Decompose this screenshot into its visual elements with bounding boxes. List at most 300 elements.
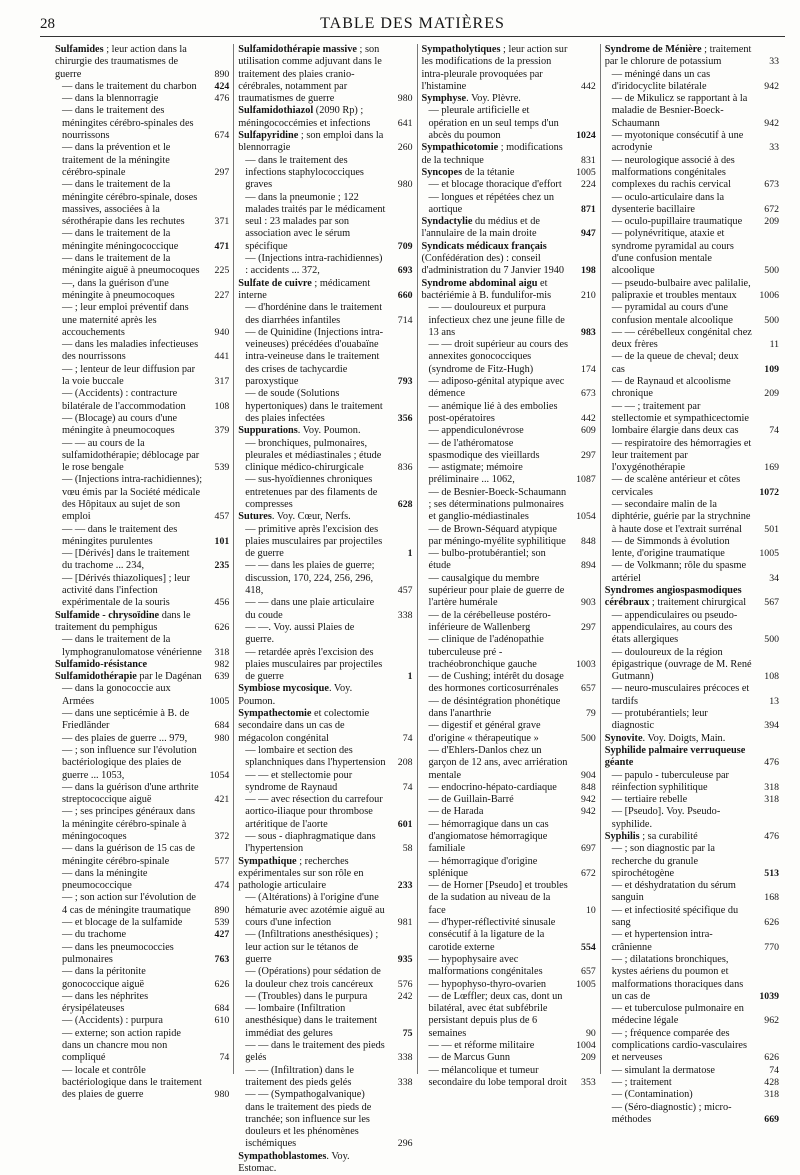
page-reference: 198	[581, 265, 596, 277]
index-subentry: — méningé dans un cas d'iridocyclite bilatérale	[611, 68, 711, 92]
index-subentry: — dans la péritonite gonococcique aiguë	[62, 966, 146, 990]
index-entry-text	[612, 401, 752, 438]
index-entry	[422, 216, 596, 241]
index-entry-text	[62, 524, 202, 549]
index-entry-text	[62, 388, 202, 413]
index-entry	[55, 917, 229, 929]
index-entry-text	[612, 536, 752, 561]
page-reference: 890	[214, 904, 230, 916]
page-reference: 1	[407, 548, 413, 560]
page-reference: 1003	[576, 658, 596, 670]
index-entry	[605, 585, 779, 610]
index-entry	[605, 44, 779, 69]
index-entry-text	[245, 622, 385, 647]
index-entry	[55, 364, 229, 389]
index-entry	[422, 991, 596, 1040]
page-reference: 372	[214, 831, 230, 842]
index-entry-text	[429, 782, 569, 794]
index-entry-text	[422, 44, 569, 93]
index-entry	[238, 425, 412, 437]
page-reference: 1087	[576, 474, 596, 486]
index-subentry: — [Dérivés thiazoliques] ; leur activité dans l'infection expérimentale de la souris	[62, 572, 191, 609]
index-entry	[605, 192, 779, 217]
index-entry	[55, 610, 229, 635]
index-entry	[605, 401, 779, 438]
page-reference: 500	[764, 265, 779, 277]
index-subentry: — et blocage thoracique d'effort	[428, 179, 562, 191]
index-entry-text	[62, 991, 202, 1016]
index-term: Sympathectomie	[238, 708, 312, 720]
index-entry	[605, 560, 779, 585]
index-entry	[238, 770, 412, 795]
page-reference: 657	[581, 683, 596, 695]
index-entry-text	[429, 856, 569, 881]
index-entry-text	[245, 192, 385, 253]
index-subentry: — (Contamination)	[611, 1089, 693, 1101]
index-entry	[422, 573, 596, 610]
index-entry-text	[62, 708, 202, 733]
page-reference: 980	[214, 1089, 230, 1101]
index-entry-text	[429, 573, 569, 610]
index-entry	[55, 438, 229, 475]
index-entry	[422, 278, 596, 303]
index-entry-text	[62, 438, 202, 475]
page-reference: 942	[581, 806, 596, 818]
index-entry-text	[612, 302, 752, 327]
index-subentry: — dans le traitement des infections staphylococciques graves	[245, 154, 364, 191]
index-entry	[422, 302, 596, 339]
index-subentry: ; traitement par le chlorure de potassium	[604, 44, 752, 68]
index-entry	[238, 745, 412, 770]
page-reference: 34	[769, 572, 779, 584]
index-entry-text	[612, 192, 752, 217]
index-subentry: — d'hyper-réflectivité sinusale consécutif à la ligature de la carotide externe	[428, 917, 556, 953]
index-subentry: — (Accidents) : contracture bilatérale de l'accommodation	[62, 388, 186, 412]
index-entry	[55, 659, 229, 671]
page-reference: 108	[214, 400, 230, 412]
page-reference: 982	[214, 658, 230, 670]
index-entry-text	[245, 155, 385, 192]
index-entry-text	[429, 401, 569, 426]
index-subentry: ; son utilisation comme adjuvant dans le traitement des plaies cranio-cérébrales, notamment par traumatismes de guerre	[238, 44, 382, 105]
index-entry	[422, 462, 596, 487]
index-entry	[55, 892, 229, 917]
index-term: Suppurations	[238, 425, 298, 437]
index-entry-text	[429, 610, 569, 635]
page-reference: 457	[214, 511, 230, 523]
page-reference: 338	[397, 1052, 413, 1064]
index-entry-text	[605, 745, 752, 770]
index-term: Sulfamidothiazol	[238, 105, 314, 117]
index-entry-text	[62, 929, 202, 941]
index-subentry: — digestif et général grave d'origine « thérapeutique »	[428, 720, 541, 744]
index-entry	[422, 610, 596, 635]
index-subentry: — [Dérivés] dans le traitement du trachome ... 234,	[62, 548, 190, 572]
index-subentry: — simulant la dermatose	[611, 1064, 715, 1076]
index-entry	[422, 1065, 596, 1090]
index-entry	[422, 142, 596, 167]
index-subentry: — — (Infiltration) dans le traitement des pieds gelés	[245, 1064, 354, 1088]
index-entry-text	[62, 413, 202, 438]
index-subentry: — — ; traitement par stellectomie et sympathicectomie lombaire élargie dans deux cas	[611, 400, 749, 437]
index-entry	[422, 979, 596, 991]
page-reference: 209	[581, 1052, 596, 1064]
index-entry-text	[612, 880, 752, 905]
index-entry-text	[62, 93, 202, 105]
index-subentry: — ; son action sur l'évolution de 4 cas de méningite traumatique	[62, 892, 196, 916]
index-term: Symphyse	[421, 93, 467, 105]
page-reference: 871	[581, 203, 596, 215]
index-entry	[238, 130, 412, 155]
index-subentry: — [Pseudo]. Voy. Pseudo-syphilide.	[611, 806, 721, 830]
index-subentry: et bactériémie à B. fundulifor-mis	[421, 277, 552, 301]
page-reference: 641	[397, 117, 413, 129]
index-entry	[55, 44, 229, 81]
index-entry-text	[238, 683, 385, 708]
page-reference: 890	[214, 68, 230, 80]
index-entry	[55, 806, 229, 843]
page-reference: 1054	[209, 769, 230, 781]
page-reference: 709	[397, 240, 413, 252]
index-entry	[55, 548, 229, 573]
index-subentry: — de soude (Solutions hypertoniques) dans le traitement des plaies infectées	[245, 388, 383, 424]
page-reference: 674	[214, 130, 230, 142]
index-subentry: — de Harada	[428, 806, 484, 818]
index-entry	[605, 327, 779, 352]
page-reference: 576	[397, 978, 413, 990]
index-entry	[55, 1028, 229, 1065]
index-entry-text	[429, 376, 569, 401]
index-entry-text	[62, 278, 202, 303]
index-entry-text	[429, 880, 569, 917]
index-entry-text	[612, 794, 752, 806]
index-entry	[422, 954, 596, 979]
index-subentry: — et tuberculose pulmonaire en médecine légale	[611, 1003, 744, 1027]
index-entry	[238, 892, 412, 929]
page-reference: 942	[581, 794, 596, 806]
index-entry	[238, 302, 412, 327]
index-subentry: — protubérantiels; leur diagnostic	[611, 708, 708, 732]
index-entry-text	[245, 966, 385, 991]
index-subentry: — de la cérébelleuse postéro-inférieure de Wallenberg	[428, 609, 551, 633]
index-entry	[238, 438, 412, 475]
index-entry-text	[62, 1015, 202, 1027]
index-subentry: — de la queue de cheval; deux cas	[611, 351, 739, 375]
index-subentry: — endocrino-hépato-cardiaque	[428, 781, 557, 793]
index-subentry: . Voy. Poumon.	[297, 425, 361, 437]
index-subentry: — hypophyso-thyro-ovarien	[428, 978, 547, 990]
page-reference: 500	[581, 732, 596, 744]
index-subentry: — dans les pneumococcies pulmonaires	[62, 941, 174, 965]
index-entry-text	[605, 831, 752, 843]
index-entry-text	[612, 278, 752, 303]
page-reference: 848	[581, 781, 596, 793]
index-entry-text	[612, 438, 752, 475]
index-entry-text	[245, 647, 385, 684]
page-reference: 242	[397, 990, 413, 1002]
page-reference: 394	[764, 720, 779, 732]
page-reference: 90	[585, 1027, 596, 1039]
index-entry-text	[422, 216, 569, 241]
page-reference: 942	[764, 117, 779, 129]
page-reference: 456	[214, 597, 230, 609]
index-entry	[605, 302, 779, 327]
page-reference: 476	[214, 93, 230, 105]
index-entry-text	[62, 339, 202, 364]
index-subentry: — — et stellectomie pour syndrome de Raynaud	[245, 769, 353, 793]
index-entry-text	[62, 917, 202, 929]
index-subentry: — de Volkmann; rôle du spasme artériel	[611, 560, 747, 584]
index-entry-text	[245, 524, 385, 561]
index-subentry: — dans la prévention et le traitement de la méningite cérébro-spinale	[62, 142, 171, 178]
page-reference: 1054	[576, 511, 596, 523]
index-entry	[605, 155, 779, 192]
index-entry	[238, 327, 412, 388]
page-reference: 983	[581, 326, 596, 338]
index-entry	[422, 696, 596, 721]
index-entry-text	[245, 991, 385, 1003]
page-reference: 763	[214, 953, 230, 965]
page-reference: 1024	[576, 130, 596, 142]
index-subentry: — retardée après l'excision des plaies musculaires par projectiles de guerre	[245, 646, 383, 683]
index-subentry: ; traitement chirurgical	[649, 597, 747, 609]
page-reference: 58	[402, 843, 413, 855]
index-entry	[55, 929, 229, 941]
index-subentry: — neurologique associé à des malformations congénitales complexes du rachis cervical	[611, 154, 735, 191]
page-reference: 609	[581, 425, 596, 437]
index-entry	[605, 1065, 779, 1077]
index-entry	[605, 880, 779, 905]
index-entry-text	[612, 228, 752, 277]
index-subentry: — douloureux de la région épigastrique (ouvrage de M. René Gutmann)	[611, 646, 752, 683]
index-term: Syndicats médicaux français	[421, 240, 547, 252]
index-entry	[605, 831, 779, 843]
index-entry	[422, 671, 596, 696]
index-subentry: — dans une septicémie à B. de Friedländer	[62, 708, 190, 732]
page-reference: 427	[214, 929, 230, 941]
page-reference: 980	[397, 179, 413, 191]
index-entry-text	[429, 1052, 569, 1064]
index-entry	[55, 253, 229, 278]
index-entry	[238, 1065, 412, 1090]
page-reference: 567	[764, 597, 779, 609]
page-reference: 980	[397, 93, 413, 105]
page-reference: 684	[214, 1003, 230, 1015]
index-subentry: — bulbo-protubérantiel; son étude	[428, 548, 546, 572]
index-entry-text	[612, 1089, 752, 1101]
index-entry-text	[62, 942, 202, 967]
index-subentry: — — dans le traitement des méningites purulentes	[62, 523, 178, 547]
page-reference: 74	[769, 1064, 779, 1076]
index-entry-text	[62, 81, 202, 93]
page-reference: 318	[764, 794, 779, 806]
index-subentry: — pleurale artificielle et opération en un seul temps d'un abcès du poumon	[428, 105, 559, 142]
page-reference: 672	[764, 203, 779, 215]
page-reference: 836	[397, 462, 413, 474]
index-entry-text	[62, 892, 202, 917]
index-subentry: — —. Voy. aussi Plaies de guerre.	[245, 621, 355, 646]
index-entry-text	[62, 868, 202, 893]
index-subentry: de la tétanie	[462, 166, 515, 178]
index-entry-text	[245, 770, 385, 795]
index-entry-text	[245, 1089, 385, 1150]
index-subentry: — dans la guérison de 15 cas de méningite cérébro-spinale	[62, 843, 195, 867]
index-term: Syphilis	[604, 831, 640, 842]
index-entry	[605, 745, 779, 770]
index-entry	[605, 228, 779, 277]
index-column-1	[55, 44, 233, 1101]
index-subentry: ; médicament interne	[238, 277, 371, 301]
index-subentry: — — dans le traitement des pieds gelés	[245, 1040, 385, 1064]
index-entry-text	[605, 733, 752, 745]
page-reference: 474	[214, 880, 230, 892]
page-reference: 684	[214, 720, 230, 732]
index-entry-text	[245, 560, 385, 597]
index-subentry: — dans la blennorragie	[62, 93, 159, 105]
page-reference: 848	[581, 535, 596, 547]
index-subentry: — mélancolique et tumeur secondaire du lobe temporal droit	[428, 1064, 567, 1088]
page-reference: 457	[397, 585, 413, 597]
index-subentry: —, dans la guérison d'une méningite à pneumocoques	[62, 277, 175, 301]
index-entry	[422, 401, 596, 426]
index-entry	[605, 843, 779, 880]
index-entry-text	[55, 44, 202, 81]
index-column-4	[600, 44, 783, 1125]
index-subentry: — (Troubles) dans le purpura	[245, 990, 368, 1002]
page-reference: 1039	[759, 990, 779, 1002]
page-reference: 109	[764, 363, 779, 375]
page-reference: 10	[585, 904, 596, 916]
index-subentry: — ; son influence sur l'évolution bactériologique des plaies de guerre ... 1053,	[62, 744, 197, 781]
index-term: Sulfapyridine	[238, 130, 299, 142]
index-subentry: — (Accidents) : purpura	[62, 1015, 163, 1027]
index-entry	[55, 228, 229, 253]
index-entry	[422, 192, 596, 217]
index-entry-text	[612, 216, 752, 228]
index-entry-text	[62, 105, 202, 142]
index-subentry: — ; ses principes généraux dans la méningite cérébro-spinale à méningocoques	[62, 806, 195, 842]
page-reference: 626	[214, 978, 230, 990]
index-entry-text	[62, 302, 202, 339]
page-reference: 935	[397, 953, 413, 965]
index-subentry: — de Lœffler; deux cas, dont un bilatéral, avec état subfébrile persistant depuis plus de 6 semaines	[428, 990, 563, 1039]
index-entry	[605, 806, 779, 831]
index-entry	[55, 93, 229, 105]
index-entry	[605, 1077, 779, 1089]
page-reference: 318	[764, 781, 779, 793]
index-entry	[238, 794, 412, 831]
page-reference: 101	[214, 535, 230, 547]
index-entry-text	[612, 1102, 752, 1127]
index-entry-text	[429, 487, 569, 524]
index-term: Syndrome de Ménière	[604, 44, 702, 55]
index-subentry: — bronchiques, pulmonaires, pleurales et médiastinales ; étude clinique médico-chirurgicale	[245, 437, 382, 474]
index-entry-text	[245, 892, 385, 929]
page-reference: 79	[585, 708, 596, 720]
index-entry-text	[62, 253, 202, 278]
index-subentry: — (Altérations) à l'origine d'une hématurie avec azotémie aiguë au cours d'une infection	[245, 892, 385, 929]
page-reference: 693	[397, 265, 413, 277]
index-entry	[605, 683, 779, 708]
index-subentry: — de Horner [Pseudo] et troubles de la sudation au niveau de la face	[428, 880, 568, 916]
index-entry-text	[422, 241, 569, 278]
index-subentry: — sus-hyoïdiennes chroniques entretenues par des filaments de compresses	[245, 474, 378, 510]
index-subentry: — oculo-pupillaire traumatique	[611, 216, 743, 228]
index-entry-text	[612, 93, 752, 130]
index-subentry: — (Infiltrations anesthésiques) ; leur action sur le tétanos de guerre	[245, 929, 379, 965]
index-term: Sulfamidothérapie	[55, 671, 137, 683]
index-entry	[55, 1065, 229, 1102]
index-entry	[238, 1089, 412, 1150]
index-entry	[422, 745, 596, 782]
index-entry	[605, 610, 779, 647]
page-reference: 672	[581, 867, 596, 879]
index-entry	[422, 167, 596, 179]
index-entry-text	[612, 351, 752, 376]
index-term: Syndromes angiospasmodiques cérébraux	[604, 585, 742, 609]
index-entry	[605, 1003, 779, 1028]
index-entry	[55, 843, 229, 868]
index-entry	[605, 536, 779, 561]
index-subentry: — pyramidal au cours d'une confusion mentale alcoolique	[611, 302, 733, 326]
page-reference: 628	[397, 498, 413, 510]
index-entry	[55, 671, 229, 683]
index-subentry: — adiposo-génital atypique avec démence	[428, 376, 565, 400]
index-entry	[238, 44, 412, 105]
index-subentry: — dans le traitement de la méningite méningococcique	[62, 228, 179, 252]
index-entry-text	[62, 634, 202, 659]
page-reference: 793	[397, 376, 413, 388]
index-entry	[422, 438, 596, 463]
index-subentry: — de Cushing; intérêt du dosage des hormones corticosurrénales	[428, 671, 564, 695]
index-subentry: — — droit supérieur au cours des annexites gonococciques (syndrome de Fitz-Hugh)	[428, 339, 569, 375]
page-reference: 338	[397, 609, 413, 621]
page-reference: 577	[214, 855, 230, 867]
page-reference: 501	[764, 523, 779, 535]
index-entry	[422, 44, 596, 93]
index-subentry: — pseudo-bulbaire avec palilalie, palipraxie et troubles mentaux	[611, 277, 751, 301]
index-entry	[55, 524, 229, 549]
index-subentry: — longues et répétées chez un aortique	[428, 191, 555, 215]
page-reference: 660	[397, 289, 413, 301]
index-entry	[238, 192, 412, 253]
index-entry-text	[612, 1028, 752, 1065]
index-entry	[422, 880, 596, 917]
index-entry-text	[612, 1003, 752, 1028]
index-subentry: — (Séro-diagnostic) ; micro-méthodes	[611, 1101, 732, 1125]
index-subentry: — — (Sympathogalvanique) dans le traitement des pieds de tranchée; son influence sur les douleurs et les phénomènes ischémiques	[245, 1089, 372, 1150]
index-term: Sulfate de cuivre	[238, 277, 312, 289]
page-reference: 296	[397, 1138, 413, 1150]
index-entry-text	[238, 708, 385, 745]
index-subentry: — causalgique du membre supérieur pour plaie de guerre de l'artère humérale	[428, 572, 565, 609]
page-reference: 513	[764, 867, 779, 879]
index-term: Syndrome abdominal aigu	[421, 277, 538, 289]
index-entry-text	[62, 745, 202, 782]
page-reference: 476	[764, 831, 779, 842]
index-subentry: — anémique lié à des embolies post-opératoires	[428, 400, 558, 424]
index-entry	[238, 388, 412, 425]
index-entry-text	[429, 438, 569, 463]
index-subentry: — ; lenteur de leur diffusion par la voie buccale	[62, 363, 196, 388]
index-subentry: — dans la méningite pneumococcique	[62, 867, 148, 892]
index-entry-text	[245, 388, 385, 425]
page-reference: 673	[764, 179, 779, 191]
index-entry-text	[429, 979, 569, 991]
index-subentry: — et infectiosité spécifique du sang	[611, 904, 739, 929]
index-subentry: — papulo - tuberculeuse par réinfection syphilitique	[611, 769, 729, 793]
index-term: Sulfamides	[55, 44, 104, 55]
